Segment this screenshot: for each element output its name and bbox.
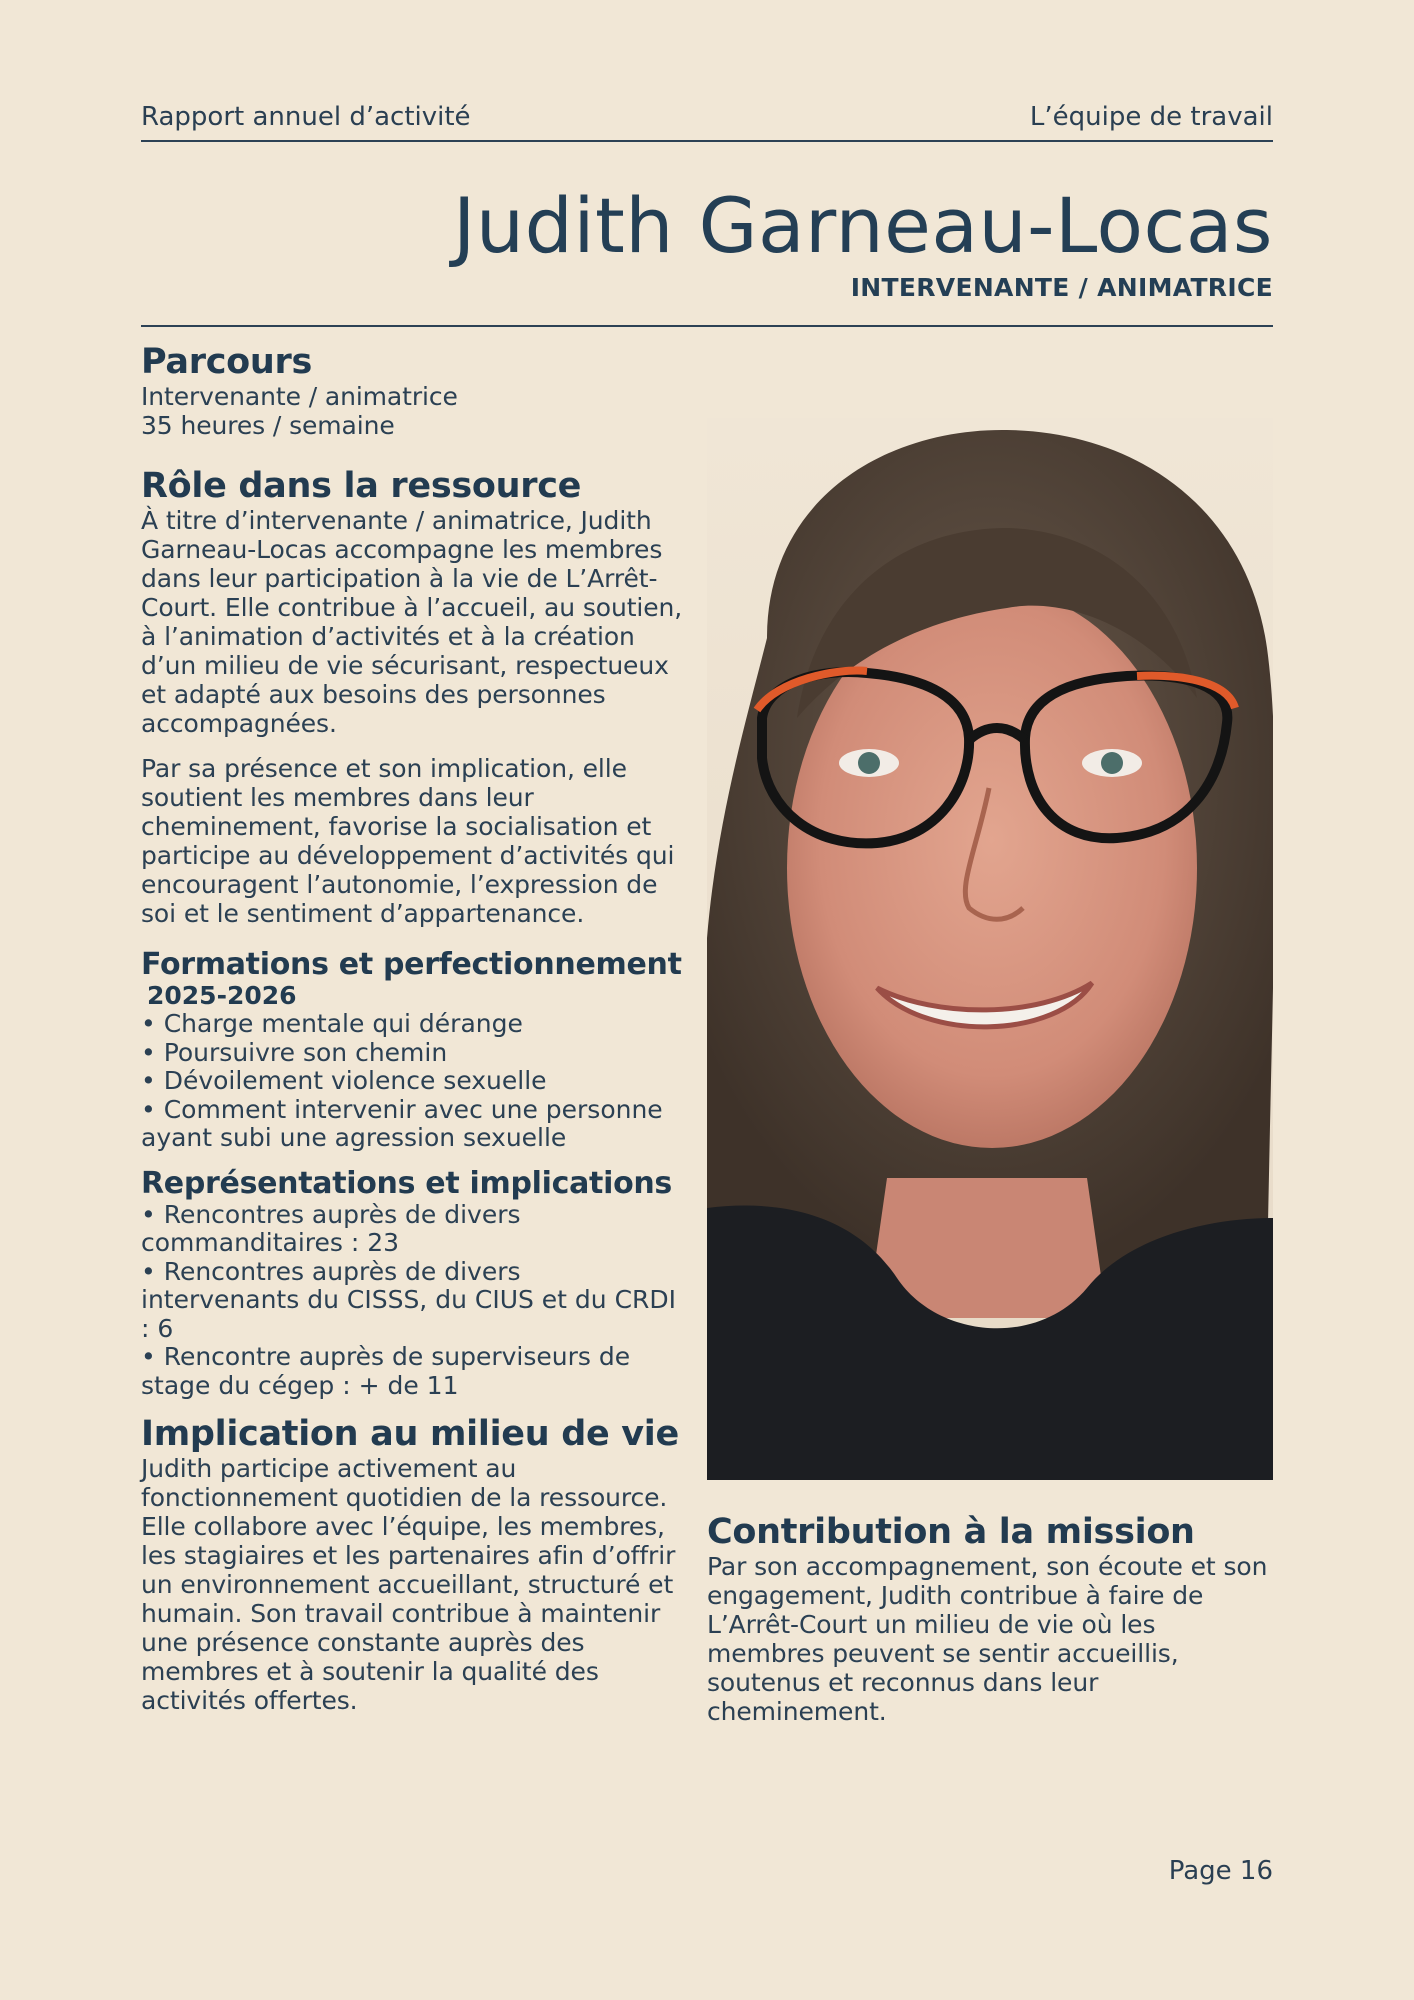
list-item: • Comment intervenir avec une personne ayant subi une agression sexuelle (141, 1094, 663, 1152)
list-item: • Rencontre auprès de superviseurs de stage du cégep : + de 11 (141, 1342, 631, 1400)
role-paragraph: À titre d’intervenante / animatrice, Judith Garneau-Locas accompagne les membres dans leur participation à la vie de L’Arrêt-Court. Elle contribue à l’accueil, au soutien, à l’animation d’activités et à la création d’un milieu de vie sécurisant, respectueux et adapté aux besoins des personnes accompagnées. (141, 506, 683, 738)
role-paragraph: Par sa présence et son implication, elle soutient les membres dans leur cheminement, favorise la socialisation et participe au développement d’activités qui encouragent l’autonomie, l’expression de soi et le sentiment d’appartenance. (141, 754, 675, 928)
representations-list (141, 1201, 686, 1401)
formations-list (141, 1010, 686, 1153)
role-heading: Rôle dans la ressource (141, 466, 582, 506)
portrait-photo (707, 418, 1273, 1480)
person-title: INTERVENANTE / ANIMATRICE (850, 273, 1273, 302)
list-item: • Rencontres auprès de divers commanditaires : 23 (141, 1199, 521, 1257)
formations-year: 2025-2026 (147, 981, 297, 1010)
parcours-line: 35 heures / semaine (141, 411, 395, 440)
parcours-line: Intervenante / animatrice (141, 382, 458, 411)
contribution-text: Par son accompagnement, son écoute et son engagement, Judith contribue à faire de L’Arrêt-Court un milieu de vie où les membres peuvent se sentir accueillis, soutenus et reconnus dans leur cheminement. (707, 1552, 1268, 1726)
title-divider (141, 325, 1273, 327)
right-column (707, 1512, 1273, 1726)
parcours-heading: Parcours (141, 342, 312, 382)
left-column (141, 342, 686, 1715)
contribution-heading: Contribution à la mission (707, 1512, 1195, 1552)
running-header (141, 100, 1273, 134)
implication-text: Judith participe activement au fonctionnement quotidien de la ressource. Elle collabore avec l’équipe, les membres, les stagiaires et les partenaires afin d’offrir un environnement accueillant, structuré et humain. Son travail contribue à maintenir une présence constante auprès des membres et à soutenir la qualité des activités offertes. (141, 1454, 676, 1715)
parcours-text (141, 382, 686, 440)
person-name: Judith Garneau-Locas (453, 181, 1273, 270)
section-title: L’équipe de travail (1029, 102, 1273, 132)
header-divider (141, 140, 1273, 142)
report-title: Rapport annuel d’activité (141, 102, 471, 132)
role-text (141, 506, 686, 928)
list-item: • Dévoilement violence sexuelle (141, 1066, 547, 1095)
representations-heading: Représentations et implications (141, 1165, 672, 1201)
formations-heading: Formations et perfectionnement (141, 947, 682, 982)
list-item: • Poursuivre son chemin (141, 1037, 448, 1067)
page-number: Page 16 (1168, 1856, 1273, 1886)
implication-heading: Implication au milieu de vie (141, 1414, 679, 1454)
list-item: • Rencontres auprès de divers intervenants du CISSS, du CIUS et du CRDI : 6 (141, 1256, 677, 1343)
list-item: • Charge mentale qui dérange (141, 1009, 523, 1038)
